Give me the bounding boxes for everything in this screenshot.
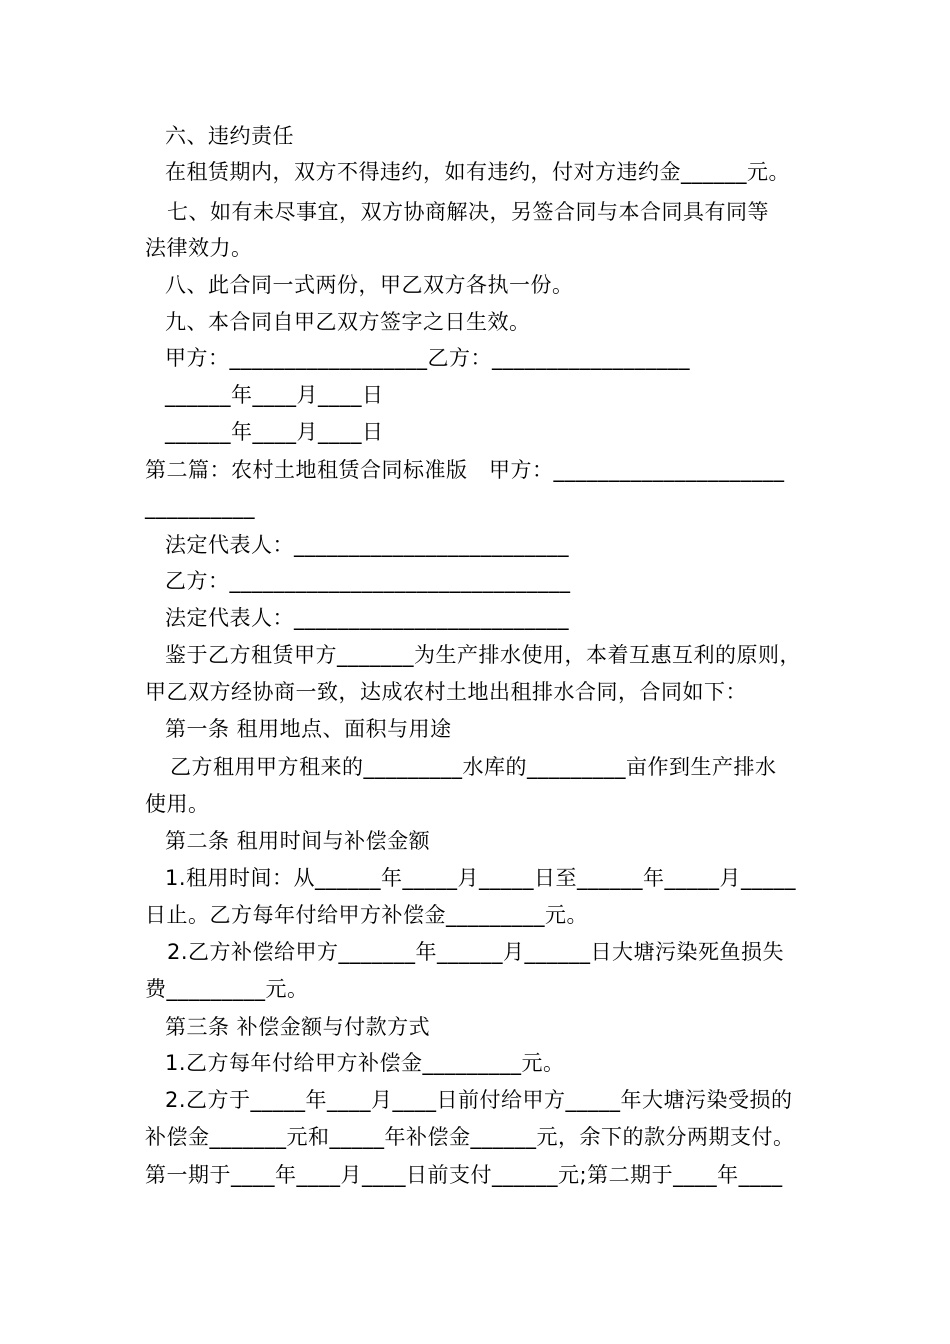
paragraph-line: 2.乙方补偿给甲方_______年______月______日大塘污染死鱼损失 bbox=[167, 940, 785, 964]
legal-representative-line: 法定代表人：_________________________ bbox=[165, 533, 569, 557]
paragraph-line: 乙方租用甲方租来的_________水库的_________亩作到生产排水 bbox=[170, 755, 777, 779]
legal-representative-line: 法定代表人：_________________________ bbox=[165, 606, 569, 630]
paragraph-line: 使用。 bbox=[145, 792, 210, 816]
paragraph-line: 1.乙方每年付给甲方补偿金_________元。 bbox=[165, 1051, 565, 1075]
party-b-line: 乙方：_______________________________ bbox=[165, 569, 571, 593]
paragraph-line: 鉴于乙方租赁甲方_______为生产排水使用，本着互惠互利的原则， bbox=[165, 643, 801, 667]
paragraph-line: 九、本合同自甲乙双方签字之日生效。 bbox=[165, 310, 531, 334]
paragraph-line: 八、此合同一式两份，甲乙双方各执一份。 bbox=[165, 273, 574, 297]
paragraph-line: 2.乙方于_____年____月____日前付给甲方_____年大塘污染受损的 bbox=[165, 1088, 793, 1112]
paragraph-line: 七、如有未尽事宜，双方协商解决，另签合同与本合同具有同等 bbox=[167, 200, 769, 224]
paragraph-line: 在租赁期内，双方不得违约，如有违约，付对方违约金______元。 bbox=[165, 160, 790, 184]
paragraph-line: 法律效力。 bbox=[145, 236, 253, 260]
date-line: ______年____月____日 bbox=[165, 420, 384, 444]
paragraph-line: 费_________元。 bbox=[145, 977, 309, 1001]
article-heading: 第一条 租用地点、面积与用途 bbox=[165, 717, 452, 741]
blank-continuation-line: __________ bbox=[145, 495, 255, 519]
article-heading: 第二条 租用时间与补偿金额 bbox=[165, 829, 431, 853]
paragraph-line: 日止。乙方每年付给甲方补偿金_________元。 bbox=[145, 903, 588, 927]
paragraph-line: 补偿金_______元和_____年补偿金______元，余下的款分两期支付。 bbox=[145, 1125, 795, 1149]
section-title-part-two: 第二篇：农村土地租赁合同标准版 甲方：_____________________ bbox=[145, 458, 785, 482]
date-line: ______年____月____日 bbox=[165, 383, 384, 407]
paragraph-line: 第一期于____年____月____日前支付______元;第二期于____年____ bbox=[145, 1163, 783, 1187]
paragraph-line: 甲乙双方经协商一致，达成农村土地出租排水合同，合同如下： bbox=[145, 680, 747, 704]
section-heading-breach: 六、违约责任 bbox=[165, 124, 294, 148]
signature-line: 甲方：__________________乙方：__________________ bbox=[165, 346, 690, 370]
article-heading: 第三条 补偿金额与付款方式 bbox=[165, 1015, 431, 1039]
paragraph-line: 1.租用时间：从______年_____月_____日至______年_____月_____ bbox=[165, 866, 797, 890]
